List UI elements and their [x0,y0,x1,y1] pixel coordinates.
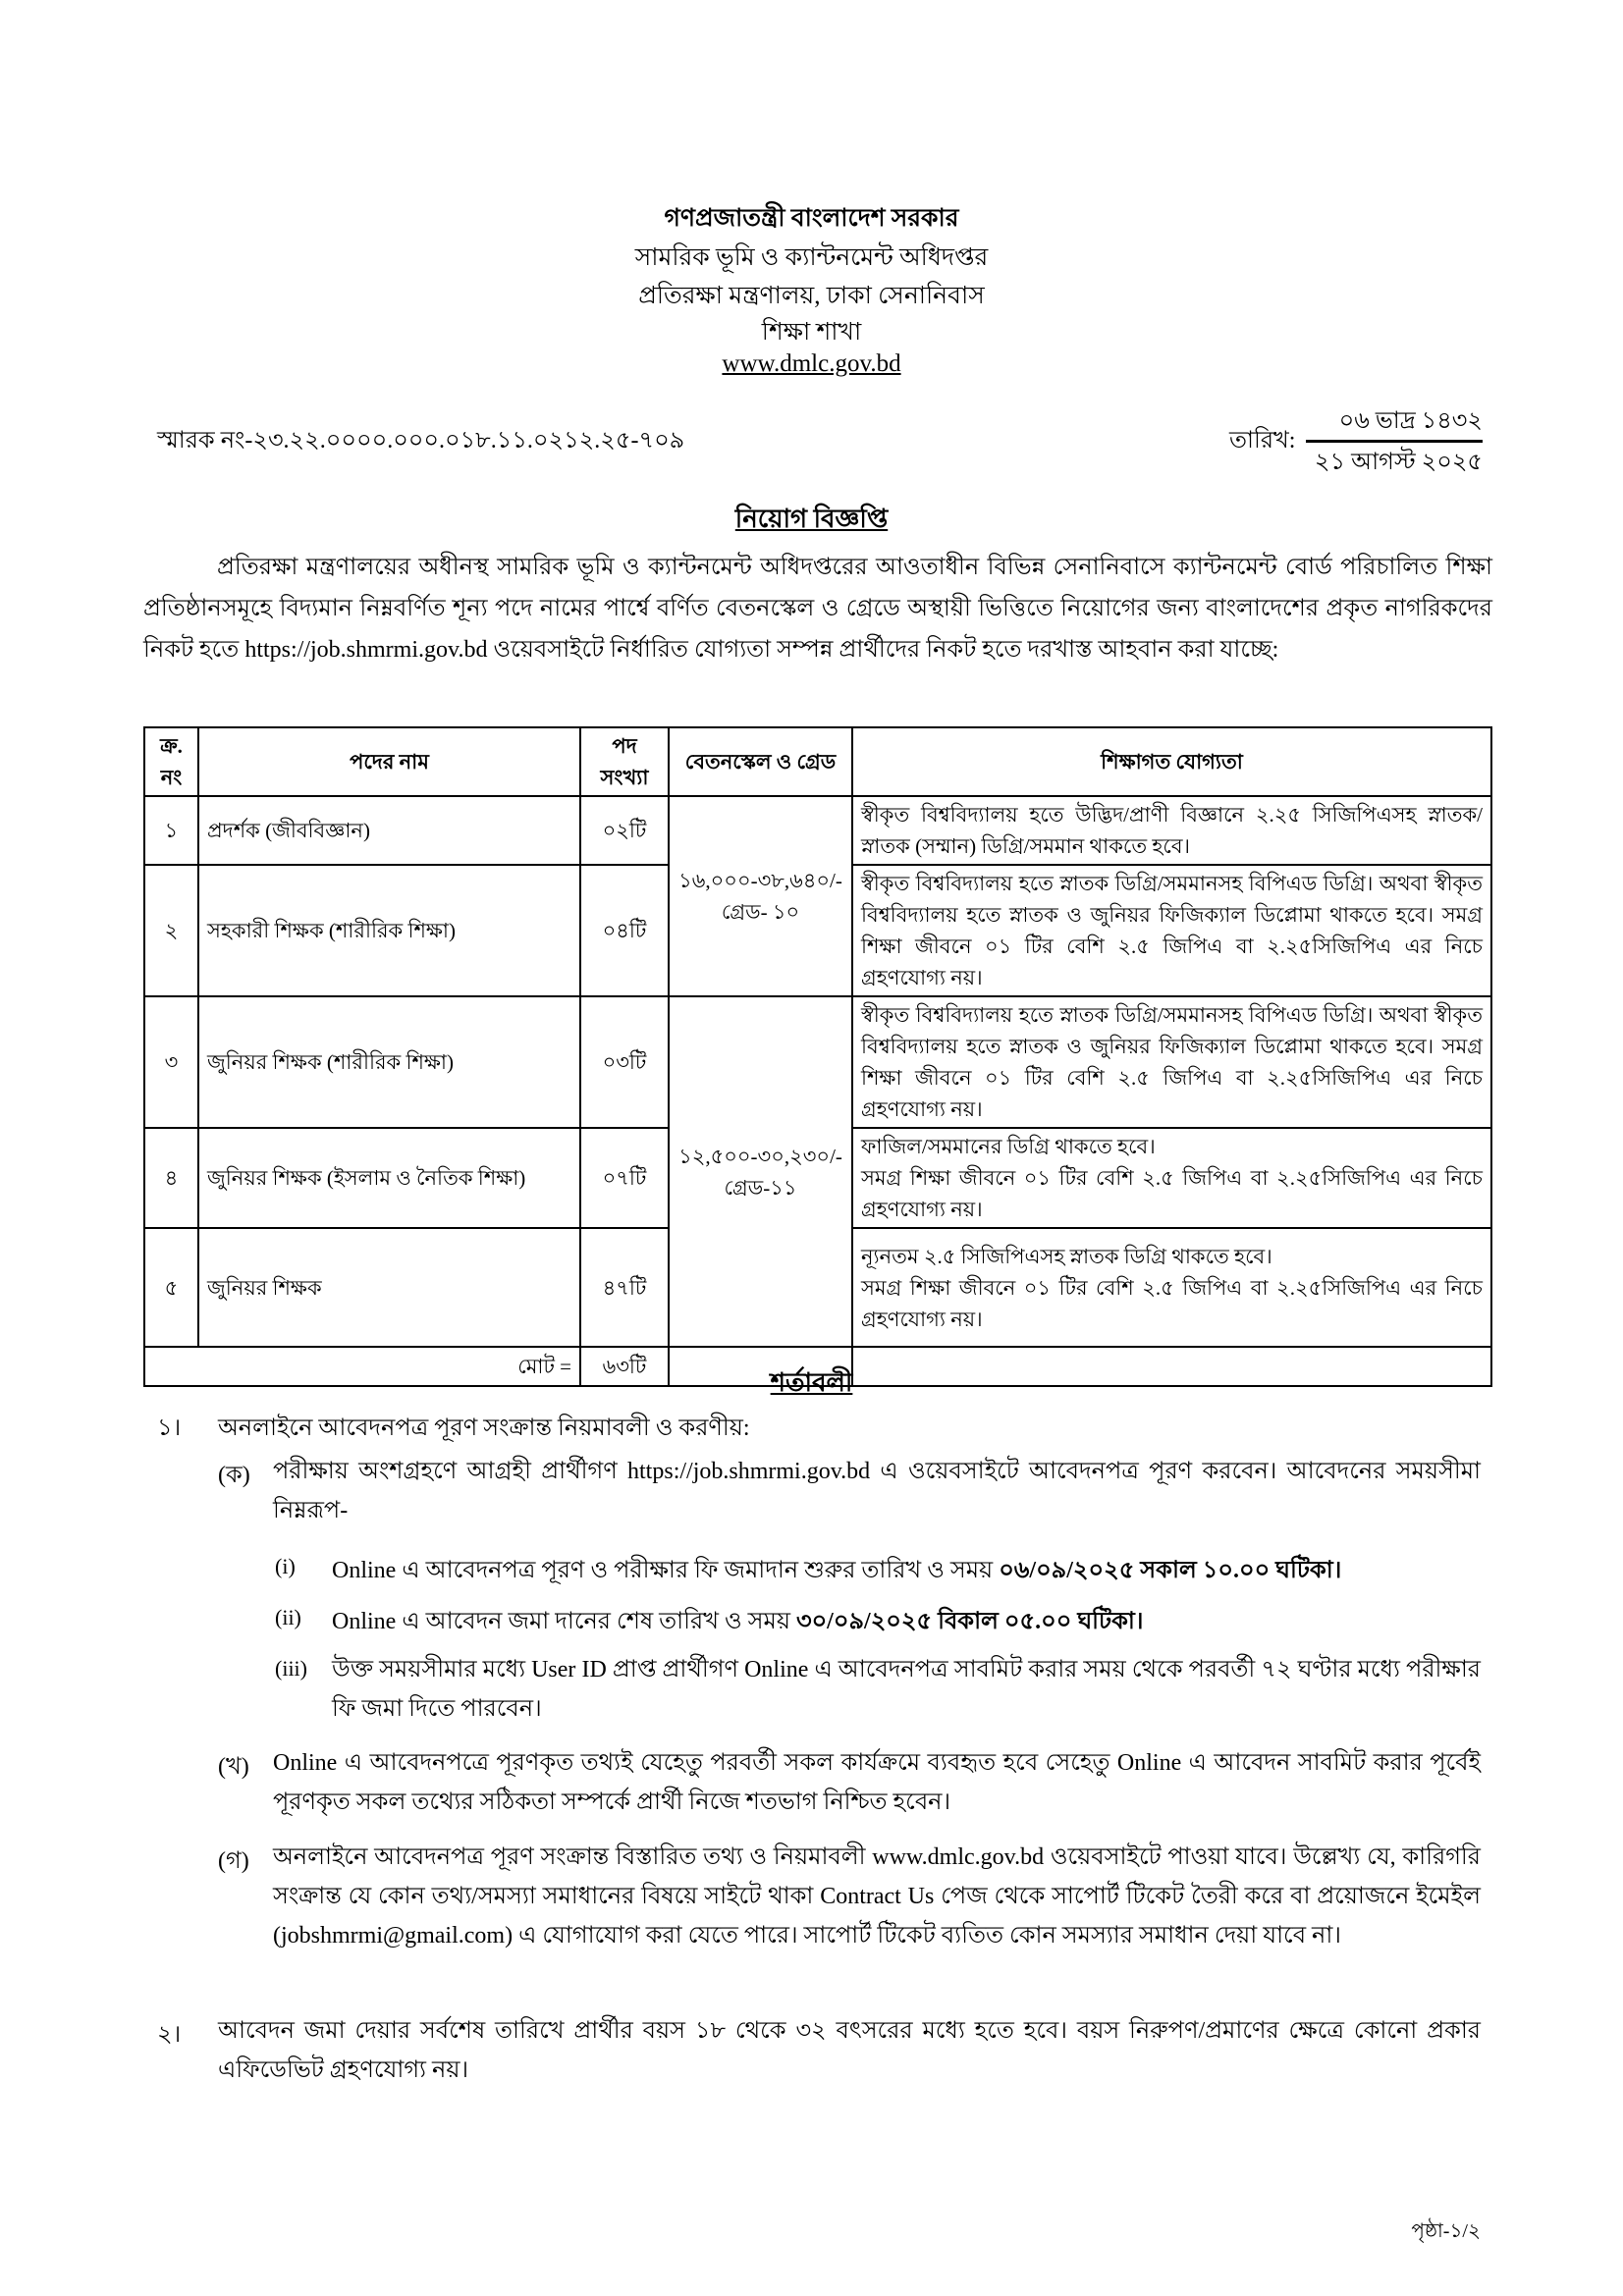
condition-2: আবেদন জমা দেয়ার সর্বশেষ তারিখে প্রার্থীর বয়স ১৮ থেকে ৩২ বৎসরের মধ্যে হতে হবে। বয়স নিরুপণ/প্রমাণের ক্ষেত্রে কোনো প্রকার এফিডেভিট গ্রহণযোগ্য নয়। [218,2018,1481,2083]
post-name: সহকারী শিক্ষক (শারীরিক শিক্ষা) [198,865,580,996]
grade-value: গ্রেড- ১০ [721,900,800,924]
vacancy-table [143,726,1492,1387]
total-value: ৬৩টি [580,1347,669,1386]
qualification-line: সমগ্র শিক্ষা জীবনে ০১ টির বেশি ২.৫ জিপিএ বা ২.২৫সিজিপিএ এর নিচে গ্রহণযোগ্য নয়। [861,1275,1483,1331]
start-datetime: ০৬/০৯/২০২৫ সকাল ১০.০০ ঘটিকা। [999,1558,1342,1583]
table-header-row [144,727,1491,796]
serial: ৫ [144,1228,198,1347]
item-ii-label: (ii) [275,1605,301,1629]
website-link[interactable]: www.dmlc.gov.bd [722,350,901,377]
pay-scale [669,796,852,996]
ministry-name: প্রতিরক্ষা মন্ত্রণালয়, ঢাকা সেনানিবাস [638,283,985,309]
post-count: ০৪টি [580,865,669,996]
post-count: ৪৭টি [580,1228,669,1347]
branch-name: শিক্ষা শাখা [761,319,862,346]
item-ga: অনলাইনে আবেদনপত্র পূরণ সংক্রান্ত বিস্তারিত তথ্য ও নিয়মাবলী www.dmlc.gov.bd ওয়েবসাইটে পাওয়া যাবে। উল্লেখ্য যে, কারিগরি সংক্রান্ত যে কোন তথ্য/সমস্যা সমাধানের বিষয়ে সাইটে থাকা Contract Us পেজ থেকে সাপোর্ট টিকেট তৈরী করে বা প্রয়োজনে ইমেইল (jobshmrmi@gmail.com) এ যোগাযোগ করা যেতে পারে। সাপোর্ট টিকেট ব্যতিত কোন সমস্যার সমাধান দেয়া যাবে না। [273,1844,1481,1949]
col-header-scale: বেতনস্কেল ও গ্রেড [669,727,852,796]
item-i-label: (i) [275,1554,296,1578]
post-name: জুনিয়র শিক্ষক [198,1228,580,1347]
serial: ২ [144,865,198,996]
notice-title: নিয়োগ বিজ্ঞপ্তি [734,505,889,533]
post-name: জুনিয়র শিক্ষক (ইসলাম ও নৈতিক শিক্ষা) [198,1128,580,1228]
qualification-line: সমগ্র শিক্ষা জীবনে ০১ টির বেশি ২.৫ জিপিএ বা ২.২৫সিজিপিএ এর নিচে গ্রহণযোগ্য নয়। [861,1166,1483,1221]
govt-title: গণপ্রজাতন্ত্রী বাংলাদেশ সরকার [664,205,959,232]
total-label: মোট = [144,1347,580,1386]
qualification-line: ফাজিল/সমমানের ডিগ্রি থাকতে হবে। [861,1135,1156,1158]
item-ka: পরীক্ষায় অংশগ্রহণে আগ্রহী প্রার্থীগণ https://job.shmrmi.gov.bd এ ওয়েবসাইটে আবেদনপত্র পূরণ করবেন। আবেদনের সময়সীমা নিম্নরূপ- [273,1459,1481,1523]
table-row [144,796,1491,865]
department-name: সামরিক ভূমি ও ক্যান্টনমেন্ট অধিদপ্তর [634,244,989,271]
item-ga-label: (গ) [218,1848,249,1874]
condition-1: অনলাইনে আবেদনপত্র পূরণ সংক্রান্ত নিয়মাবলী ও করণীয়: [218,1415,750,1441]
qualification-line: ন্যূনতম ২.৫ সিজিপিএসহ স্নাতক ডিগ্রি থাকতে হবে। [861,1244,1272,1268]
serial: ৪ [144,1128,198,1228]
conditions-title: শর্তাবলী [770,1368,853,1397]
date-english: ২১ আগস্ট ২০২৫ [1314,450,1483,475]
memo-number: স্মারক নং-২৩.২২.০০০০.০০০.০১৮.১১.০২১২.২৫-৭০৯ [157,428,685,454]
date-bangla: ০৬ ভাদ্র ১৪৩২ [1338,408,1483,434]
page-number: পৃষ্ঠা-১/২ [1411,2220,1481,2242]
item-ka-label: (ক) [218,1463,250,1488]
table-row [144,996,1491,1128]
condition-1-number: ১। [157,1415,182,1441]
post-count: ০৭টি [580,1128,669,1228]
item-i [332,1552,1341,1591]
serial: ৩ [144,996,198,1128]
serial: ১ [144,796,198,865]
date-label: তারিখ: [1229,428,1296,454]
end-datetime: ৩০/০৯/২০২৫ বিকাল ০৫.০০ ঘটিকা। [795,1609,1144,1634]
item-i-text: Online এ আবেদনপত্র পূরণ ও পরীক্ষার ফি জমাদান শুরুর তারিখ ও সময় [332,1558,1000,1583]
qualification [852,1228,1491,1347]
item-iii: উক্ত সময়সীমার মধ্যে User ID প্রাপ্ত প্রার্থীগণ Online এ আবেদনপত্র সাবমিট করার সময় থেকে পরবর্তী ৭২ ঘণ্টার মধ্যে পরীক্ষার ফি জমা দিতে পারবেন। [332,1657,1481,1722]
item-ii [332,1603,1143,1642]
qualification [852,1128,1491,1228]
col-header-post: পদের নাম [198,727,580,796]
scale-value: ১৬,০০০-৩৮,৬৪০/- [678,869,842,892]
intro-paragraph: প্রতিরক্ষা মন্ত্রণালয়ের অধীনস্থ সামরিক ভূমি ও ক্যান্টনমেন্ট অধিদপ্তরের আওতাধীন বিভিন্ন সেনানিবাসে ক্যান্টনমেন্ট বোর্ড পরিচালিত শিক্ষা প্রতিষ্ঠানসমূহে বিদ্যমান নিম্নবর্ণিত শূন্য পদে নামের পার্শ্বে বর্ণিত বেতনস্কেল ও গ্রেডে অস্থায়ী ভিত্তিতে নিয়োগের জন্য বাংলাদেশের প্রকৃত নাগরিকদের নিকট হতে https://job.shmrmi.gov.bd ওয়েবসাইটে নির্ধারিত যোগ্যতা সম্পন্ন প্রার্থীদের নিকট হতে দরখাস্ত আহবান করা যাচ্ছে: [143,555,1492,663]
qualification: স্বীকৃত বিশ্ববিদ্যালয় হতে স্নাতক ডিগ্রি/সমমানসহ বিপিএড ডিগ্রি। অথবা স্বীকৃত বিশ্ববিদ্যালয় হতে স্নাতক ও জুনিয়র ফিজিক্যাল ডিপ্লোমা থাকতে হবে। সমগ্র শিক্ষা জীবনে ০১ টির বেশি ২.৫ জিপিএ বা ২.২৫সিজিপিএ এর নিচে গ্রহণযোগ্য নয়। [852,996,1491,1128]
qualification: স্বীকৃত বিশ্ববিদ্যালয় হতে উদ্ভিদ/প্রাণী বিজ্ঞানে ২.২৫ সিজিপিএসহ স্নাতক/ স্নাতক (সম্মান) ডিগ্রি/সমমান থাকতে হবে। [852,796,1491,865]
condition-2-number: ২। [157,2022,182,2048]
col-header-serial: ক্র. নং [144,727,198,796]
item-iii-label: (iii) [275,1656,307,1681]
qualification: স্বীকৃত বিশ্ববিদ্যালয় হতে স্নাতক ডিগ্রি/সমমানসহ বিপিএড ডিগ্রি। অথবা স্বীকৃত বিশ্ববিদ্যালয় হতে স্নাতক ও জুনিয়র ফিজিক্যাল ডিপ্লোমা থাকতে হবে। সমগ্র শিক্ষা জীবনে ০১ টির বেশি ২.৫ জিপিএ বা ২.২৫সিজিপিএ এর নিচে গ্রহণযোগ্য নয়। [852,865,1491,996]
item-kha-label: (খ) [218,1754,249,1780]
post-count: ০২টি [580,796,669,865]
post-count: ০৩টি [580,996,669,1128]
item-kha: Online এ আবেদনপত্রে পূরণকৃত তথ্যই যেহেতু পরবর্তী সকল কার্যক্রমে ব্যবহৃত হবে সেহেতু Online এ আবেদন সাবমিট করার পূর্বেই পূরণকৃত সকল তথ্যের সঠিকতা সম্পর্কে প্রার্থী নিজে শতভাগ নিশ্চিত হবেন। [273,1750,1481,1815]
post-name: জুনিয়র শিক্ষক (শারীরিক শিক্ষা) [198,996,580,1128]
grade-value: গ্রেড-১১ [724,1175,797,1200]
item-ii-text: Online এ আবেদন জমা দানের শেষ তারিখ ও সময় [332,1609,796,1634]
col-header-count: পদ সংখ্যা [580,727,669,796]
pay-scale [669,996,852,1347]
col-header-qualification: শিক্ষাগত যোগ্যতা [852,727,1491,796]
scale-value: ১২,৫০০-৩০,২৩০/- [678,1144,842,1168]
date-divider [1306,440,1483,443]
post-name: প্রদর্শক (জীববিজ্ঞান) [198,796,580,865]
